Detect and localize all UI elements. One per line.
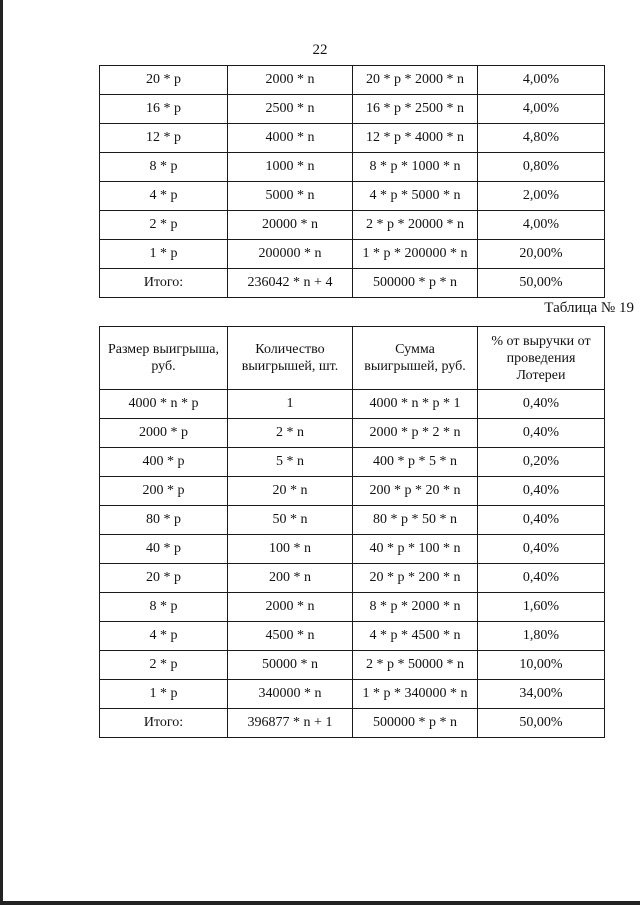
prize-table-19-body [100,390,605,738]
table-row [100,651,605,680]
table-row [100,182,605,211]
table-row [100,95,605,124]
cell-revenue-percent: 0,20% [478,448,605,477]
prize-table-continued-body [100,66,605,298]
table-row [100,419,605,448]
cell-prize-sum: 20 * p * 2000 * n [353,66,478,95]
cell-prize-sum: 2 * p * 20000 * n [353,211,478,240]
page-number: 22 [312,42,328,58]
prize-table-19 [99,326,605,738]
cell-prize-count: 236042 * n + 4 [228,269,353,298]
table-row [100,709,605,738]
cell-prize-sum: 1 * p * 340000 * n [353,680,478,709]
table-caption: Таблица № 19 [544,300,634,316]
cell-prize-count: 1000 * n [228,153,353,182]
cell-prize-sum: 4 * p * 4500 * n [353,622,478,651]
table-row [100,564,605,593]
cell-prize-sum: 16 * p * 2500 * n [353,95,478,124]
cell-revenue-percent: 0,40% [478,419,605,448]
table-row [100,593,605,622]
cell-revenue-percent: 10,00% [478,651,605,680]
table-row [100,124,605,153]
header-revenue-percent: % от выручки от проведения Лотереи [478,327,605,390]
table-row [100,448,605,477]
header-row [100,327,605,390]
cell-prize-size: 16 * p [100,95,228,124]
header-prize-sum: Сумма выигрышей, руб. [353,327,478,390]
table-row [100,153,605,182]
cell-prize-size: 2 * p [100,211,228,240]
cell-revenue-percent: 50,00% [478,709,605,738]
cell-prize-sum: 2 * p * 50000 * n [353,651,478,680]
scan-edge-left [0,0,3,905]
table-row [100,66,605,95]
cell-prize-size: 40 * p [100,535,228,564]
cell-prize-sum: 2000 * p * 2 * n [353,419,478,448]
cell-prize-sum: 4 * p * 5000 * n [353,182,478,211]
cell-prize-sum: 20 * p * 200 * n [353,564,478,593]
cell-prize-size: 20 * p [100,564,228,593]
cell-prize-sum: 40 * p * 100 * n [353,535,478,564]
cell-prize-count: 2 * n [228,419,353,448]
table-row [100,477,605,506]
cell-prize-count: 396877 * n + 1 [228,709,353,738]
header-prize-size: Размер выигрыша, руб. [100,327,228,390]
table-row [100,240,605,269]
cell-revenue-percent: 0,40% [478,564,605,593]
cell-prize-count: 2000 * n [228,66,353,95]
table-row [100,535,605,564]
cell-prize-count: 50000 * n [228,651,353,680]
cell-prize-size: 8 * p [100,593,228,622]
cell-prize-sum: 200 * p * 20 * n [353,477,478,506]
cell-prize-count: 4000 * n [228,124,353,153]
cell-prize-size: 200 * p [100,477,228,506]
cell-revenue-percent: 34,00% [478,680,605,709]
cell-prize-count: 2500 * n [228,95,353,124]
cell-prize-count: 5000 * n [228,182,353,211]
cell-prize-count: 50 * n [228,506,353,535]
cell-prize-size: 8 * p [100,153,228,182]
cell-prize-size: 4000 * n * p [100,390,228,419]
cell-revenue-percent: 0,40% [478,535,605,564]
cell-prize-size: 12 * p [100,124,228,153]
cell-prize-count: 100 * n [228,535,353,564]
cell-revenue-percent: 0,80% [478,153,605,182]
cell-revenue-percent: 2,00% [478,182,605,211]
cell-revenue-percent: 4,00% [478,95,605,124]
cell-prize-size: Итого: [100,269,228,298]
cell-prize-sum: 8 * p * 2000 * n [353,593,478,622]
table-row [100,211,605,240]
cell-revenue-percent: 1,80% [478,622,605,651]
cell-revenue-percent: 4,80% [478,124,605,153]
cell-prize-size: 80 * p [100,506,228,535]
cell-prize-count: 20000 * n [228,211,353,240]
cell-prize-count: 200 * n [228,564,353,593]
cell-prize-count: 4500 * n [228,622,353,651]
table-row [100,390,605,419]
cell-prize-sum: 4000 * n * p * 1 [353,390,478,419]
cell-prize-count: 20 * n [228,477,353,506]
cell-prize-count: 200000 * n [228,240,353,269]
cell-revenue-percent: 4,00% [478,211,605,240]
header-prize-count: Количество выигрышей, шт. [228,327,353,390]
cell-prize-sum: 400 * p * 5 * n [353,448,478,477]
table-row [100,506,605,535]
cell-prize-sum: 8 * p * 1000 * n [353,153,478,182]
cell-prize-size: Итого: [100,709,228,738]
cell-prize-count: 340000 * n [228,680,353,709]
cell-prize-sum: 1 * p * 200000 * n [353,240,478,269]
cell-prize-sum: 500000 * p * n [353,709,478,738]
cell-revenue-percent: 0,40% [478,477,605,506]
cell-revenue-percent: 0,40% [478,506,605,535]
cell-prize-size: 4 * p [100,622,228,651]
cell-prize-sum: 80 * p * 50 * n [353,506,478,535]
cell-revenue-percent: 20,00% [478,240,605,269]
table-row [100,622,605,651]
cell-revenue-percent: 4,00% [478,66,605,95]
cell-revenue-percent: 50,00% [478,269,605,298]
prize-table-continued [99,65,605,298]
cell-prize-count: 2000 * n [228,593,353,622]
cell-revenue-percent: 0,40% [478,390,605,419]
table-row [100,680,605,709]
cell-prize-size: 400 * p [100,448,228,477]
cell-revenue-percent: 1,60% [478,593,605,622]
cell-prize-size: 1 * p [100,240,228,269]
scan-edge-bottom [0,901,640,905]
cell-prize-size: 2000 * p [100,419,228,448]
table-row [100,269,605,298]
cell-prize-count: 5 * n [228,448,353,477]
cell-prize-sum: 12 * p * 4000 * n [353,124,478,153]
cell-prize-size: 1 * p [100,680,228,709]
cell-prize-sum: 500000 * p * n [353,269,478,298]
cell-prize-size: 4 * p [100,182,228,211]
cell-prize-size: 20 * p [100,66,228,95]
cell-prize-size: 2 * p [100,651,228,680]
cell-prize-count: 1 [228,390,353,419]
